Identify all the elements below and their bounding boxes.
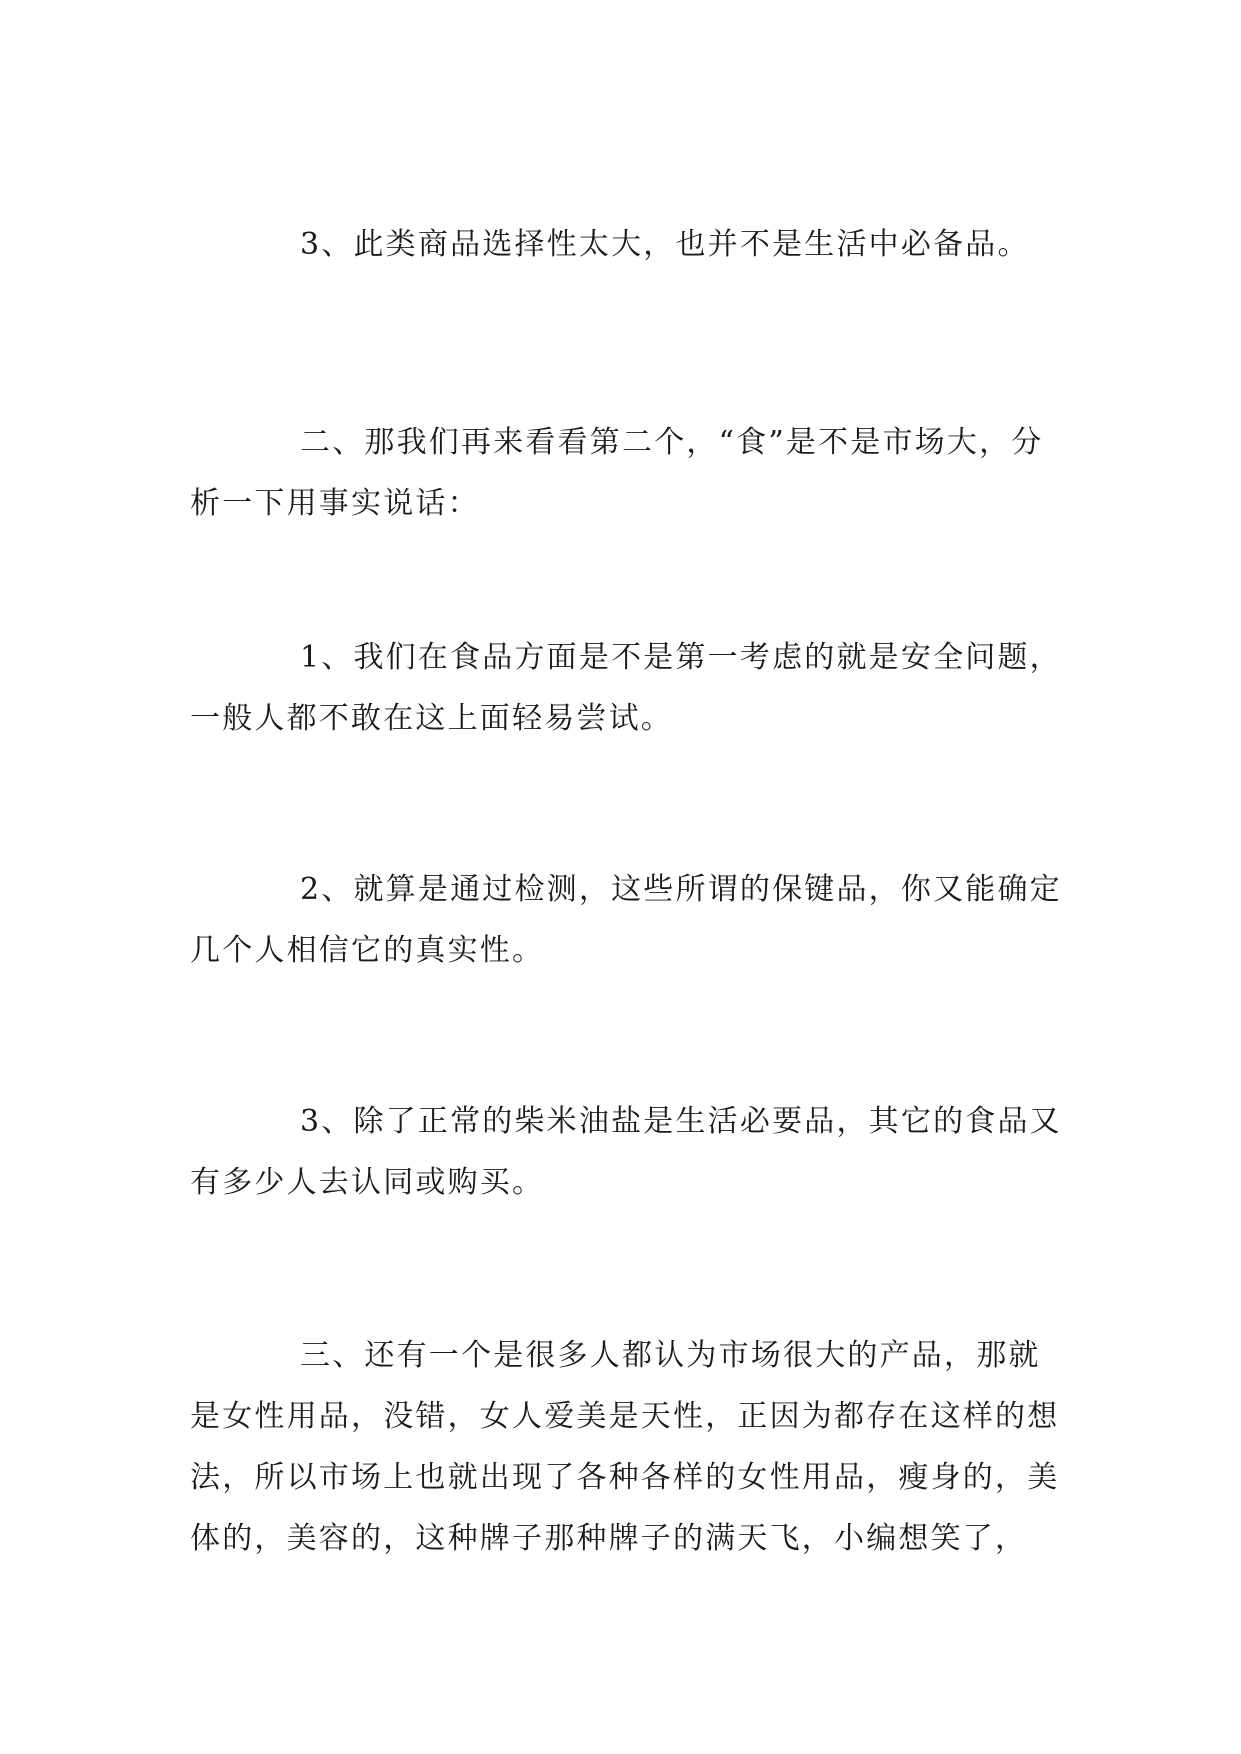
paragraph-section-2-food: 二、那我们再来看看第二个，“食”是不是市场大，分析一下用事实说话： xyxy=(190,425,1044,521)
paragraph-food-point-2: 2、就算是通过检测，这些所谓的保键品，你又能确定几个人相信它的真实性。 xyxy=(190,872,1062,968)
paragraph-point-3-selectivity: 3、此类商品选择性太大，也并不是生活中必备品。 xyxy=(300,227,1030,262)
paragraph-food-point-3: 3、除了正常的柴米油盐是生活必要品，其它的食品又有多少人去认同或购买。 xyxy=(190,1104,1062,1200)
paragraph-food-point-1: 1、我们在食品方面是不是第一考虑的就是安全问题，一般人都不敢在这上面轻易尝试。 xyxy=(190,640,1062,736)
paragraph-section-3-female-products: 三、还有一个是很多人都认为市场很大的产品，那就是女性用品，没错，女人爱美是天性，正因为都存在这样的想法，所以市场上也就出现了各种各样的女性用品，瘦身的，美体的，美容的，这种牌子那种牌子的满天飞，小编想笑了， xyxy=(190,1338,1060,1556)
